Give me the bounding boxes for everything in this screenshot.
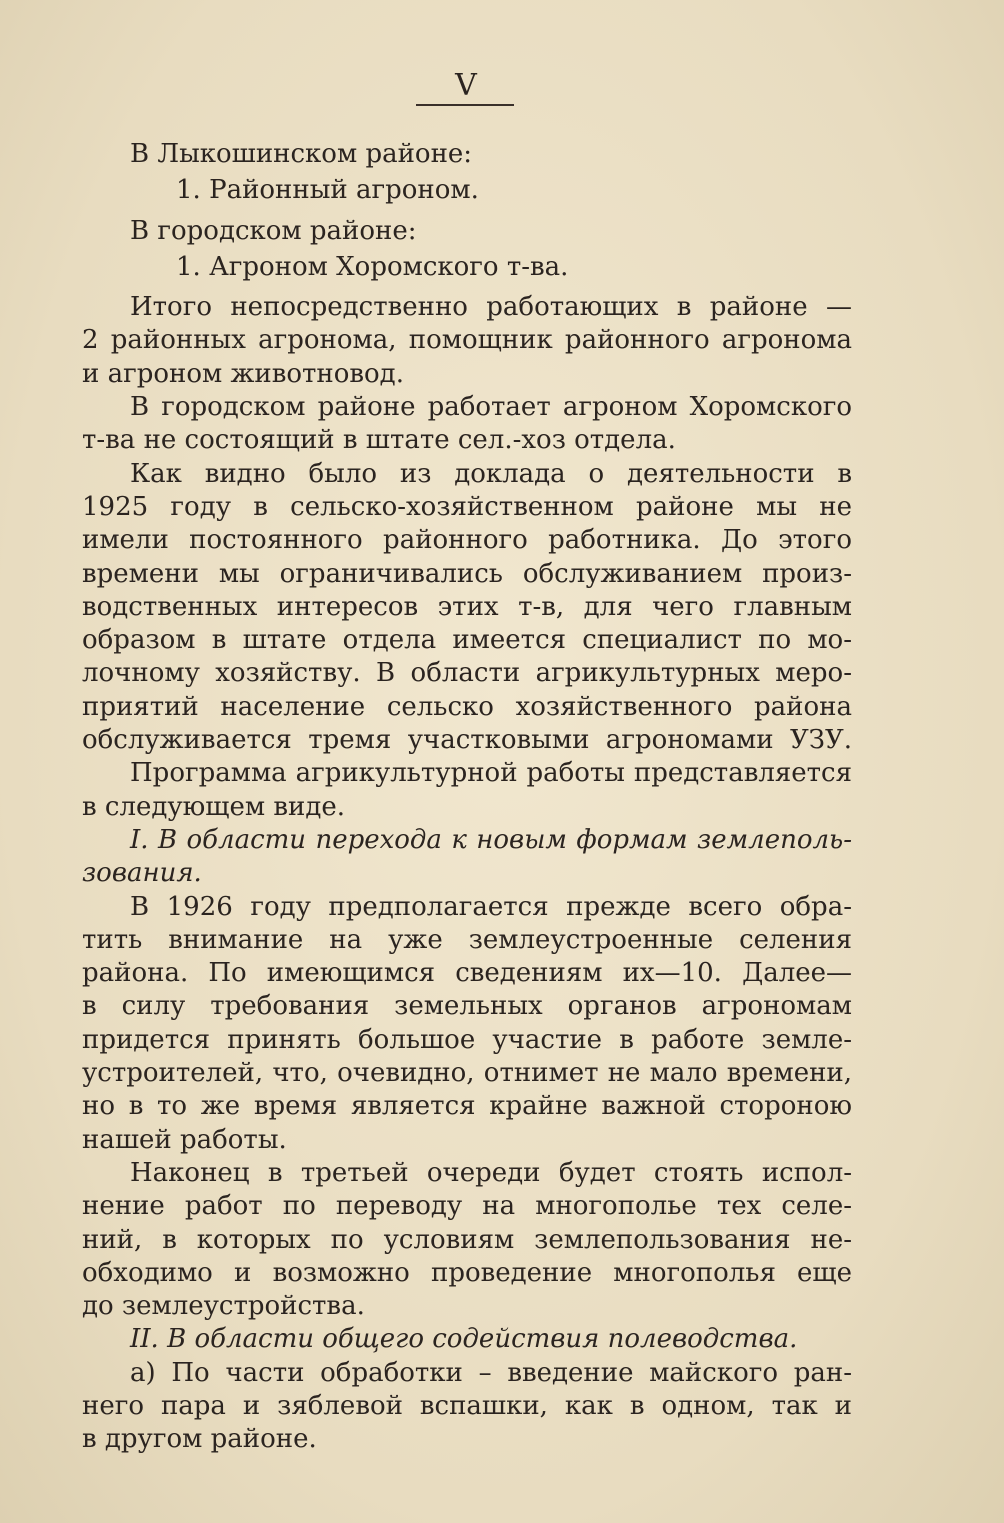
district-heading-city: В городском районе: <box>130 215 417 246</box>
text-line: зования. <box>82 858 202 889</box>
text-line: обходимо и возможно проведение многополья еще <box>82 1257 852 1288</box>
text-line: тить внимание на уже землеустроенные селения <box>82 924 852 955</box>
paragraph-report-1925 <box>82 458 852 758</box>
text-line: Как видно было из доклада о деятельности в <box>130 458 852 489</box>
text-line: но в то же время является крайне важной стороною <box>82 1091 852 1122</box>
page-number: V <box>455 68 477 103</box>
page-body <box>82 138 852 1457</box>
text-line: придется принять большое участие в работе земле- <box>82 1024 852 1055</box>
text-line: II. В области общего содействия полеводства. <box>130 1324 798 1355</box>
paragraph-total-staff <box>82 291 852 391</box>
text-line: и агроном животновод. <box>82 358 404 389</box>
text-line: в следующем виде. <box>82 791 345 822</box>
text-line: района. По имеющимся сведениям их—10. Далее— <box>82 958 852 989</box>
text-line: Итого непосредственно работающих в районе — <box>130 292 852 323</box>
text-line: нение работ по переводу на многополье тех селе- <box>82 1191 852 1222</box>
paragraph-program-intro <box>82 757 852 824</box>
paragraph-tillage <box>82 1357 852 1457</box>
section-heading-field-cultivation <box>82 1323 852 1356</box>
text-line: обслуживается тремя участковыми агрономами УЗУ. <box>82 725 852 756</box>
list-item: 1. Агроном Хоромского т-ва. <box>176 251 569 282</box>
paragraph-city-agronomist <box>82 391 852 458</box>
text-line: в другом районе. <box>82 1424 317 1455</box>
list-item: 1. Районный агроном. <box>176 175 479 206</box>
paragraph-plan-1926 <box>82 891 852 1157</box>
text-line: времени мы ограничивались обслуживанием произ- <box>82 558 852 589</box>
text-line: а) По части обработки – введение майского ран- <box>130 1357 852 1388</box>
text-line: нашей работы. <box>82 1124 287 1155</box>
text-line: устроителей, что, очевидно, отнимет не мало времени, <box>82 1058 852 1089</box>
district-heading-lykoshino: В Лыкошинском районе: <box>130 139 473 169</box>
text-line: В 1926 году предполагается прежде всего обра- <box>130 891 852 922</box>
text-line: имели постоянного районного работника. До этого <box>82 525 852 556</box>
text-line: в силу требования земельных органов агрономам <box>82 991 852 1022</box>
text-line: т-ва не состоящий в штате сел.-хоз отдела. <box>82 425 676 456</box>
text-line: I. В области перехода к новым формам землеполь- <box>130 824 852 855</box>
paragraph-third-priority <box>82 1157 852 1323</box>
page-number-rule <box>416 104 514 106</box>
text-line: до землеустройства. <box>82 1291 365 1322</box>
text-line: 2 районных агронома, помощник районного агронома <box>82 325 852 356</box>
text-line: водственных интересов этих т-в, для чего главным <box>82 591 852 622</box>
text-line: Программа агрикультурной работы представляется <box>130 758 852 789</box>
text-line: лочному хозяйству. В области агрикультурных меро- <box>82 658 852 689</box>
text-line: приятий население сельско хозяйственного района <box>82 691 852 722</box>
section-heading-land-use <box>82 824 852 891</box>
text-line: него пара и зяблевой вспашки, как в одном, так и <box>82 1390 852 1421</box>
text-line: образом в штате отдела имеется специалист по мо- <box>82 625 852 656</box>
text-line: 1925 году в сельско-хозяйственном районе мы не <box>82 491 852 522</box>
text-line: ний, в которых по условиям землепользования не- <box>82 1224 852 1255</box>
text-line: Наконец в третьей очереди будет стоять испол- <box>130 1157 852 1188</box>
text-line: В городском районе работает агроном Хоромского <box>130 392 852 423</box>
